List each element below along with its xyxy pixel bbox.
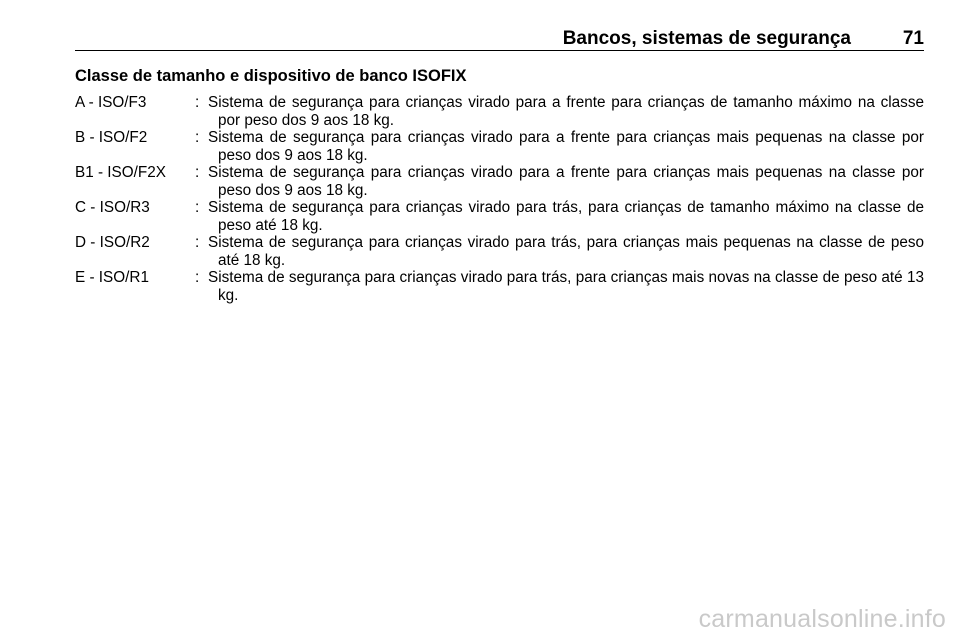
isofix-class-list	[75, 94, 924, 304]
page-number: 71	[902, 28, 924, 49]
class-description: Sistema de segurança para crianças virado para a frente para crianças mais pequenas na classe por peso dos 9 aos 18 kg.	[208, 129, 924, 164]
section-title: Bancos, sistemas de segurança	[562, 28, 851, 49]
list-item	[75, 94, 924, 129]
watermark: carmanualsonline.info	[698, 605, 946, 633]
class-term: A - ISO/F3	[75, 94, 147, 111]
separator: :	[195, 234, 200, 251]
list-item	[75, 164, 924, 199]
separator: :	[195, 164, 200, 181]
section-heading: Classe de tamanho e dispositivo de banco ISOFIX	[75, 67, 467, 85]
class-term: B - ISO/F2	[75, 129, 148, 146]
class-description: Sistema de segurança para crianças virado para trás, para crianças mais novas na classe de peso até 13 kg.	[208, 269, 924, 304]
separator: :	[195, 269, 200, 286]
class-description: Sistema de segurança para crianças virado para trás, para crianças mais pequenas na classe de peso até 18 kg.	[208, 234, 924, 269]
list-item	[75, 199, 924, 234]
class-term: D - ISO/R2	[75, 234, 150, 251]
separator: :	[195, 94, 200, 111]
class-term: E - ISO/R1	[75, 269, 149, 286]
separator: :	[195, 199, 200, 216]
header-divider	[75, 50, 924, 51]
page-header	[75, 28, 924, 50]
class-description: Sistema de segurança para crianças virado para trás, para crianças de tamanho máximo na classe de peso até 18 kg.	[208, 199, 924, 234]
class-description: Sistema de segurança para crianças virado para a frente para crianças de tamanho máximo na classe por peso dos 9 aos 18 kg.	[208, 94, 924, 129]
class-description: Sistema de segurança para crianças virado para a frente para crianças mais pequenas na classe por peso dos 9 aos 18 kg.	[208, 164, 924, 199]
list-item	[75, 129, 924, 164]
list-item	[75, 269, 924, 304]
list-item	[75, 234, 924, 269]
separator: :	[195, 129, 200, 146]
class-term: B1 - ISO/F2X	[75, 164, 166, 181]
class-term: C - ISO/R3	[75, 199, 150, 216]
